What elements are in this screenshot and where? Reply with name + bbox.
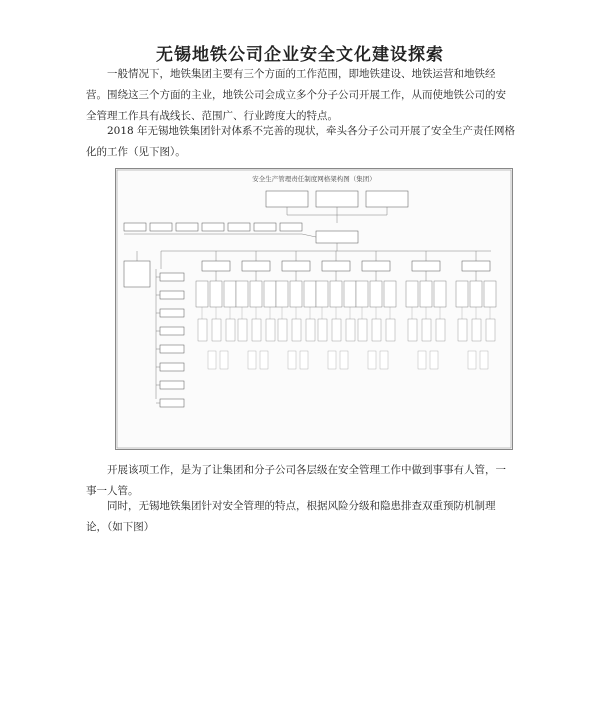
org-chart-graphic [116, 169, 512, 449]
paragraph-intro: 一般情况下，地铁集团主要有三个方面的工作范围，即地铁建设、地铁运营和地铁经营。围绕这三个方面的主业，地铁公司会成立多个分子公司开展工作，从而使地铁公司的安全管理工作具有战线长、范围广、行业跨度大的特点。 [86, 68, 506, 122]
paragraph-2018: 2018 年无锡地铁集团针对体系不完善的现状，牵头各分子公司开展了安全生产责任网格化的工作（见下图）。 [86, 125, 516, 158]
org-chart-figure [115, 168, 513, 450]
paragraph-dual-prevention: 同时，无锡地铁集团针对安全管理的特点，根据风险分级和隐患排查双重预防机制理论，（如下图） [86, 500, 496, 533]
figure-caption: 安全生产管理责任制度网格架构图（集团） [252, 175, 376, 183]
document-title: 无锡地铁公司企业安全文化建设探索 [156, 45, 444, 65]
paragraph-purpose: 开展该项工作，是为了让集团和分子公司各层级在安全管理工作中做到事事有人管，一事一人管。 [86, 464, 506, 497]
